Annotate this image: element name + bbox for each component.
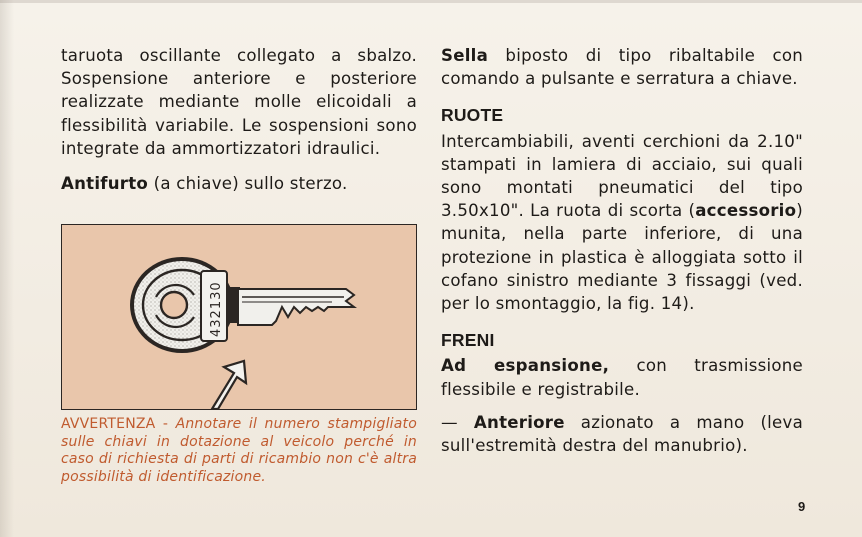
antifurto-paragraph xyxy=(61,172,417,195)
anteriore-text: azionato a mano (leva sull'estremità destra del manubrio). xyxy=(441,412,803,456)
sella-paragraph xyxy=(441,44,803,90)
anteriore-paragraph xyxy=(441,411,803,457)
ruote-text-2: ) munita, nella parte inferiore, di una protezione in plastica è alloggiata sotto il cofano sinistro mediante 3 fissaggi (ved. per lo smontaggio, la fig. 14). xyxy=(441,201,803,314)
arrow-icon xyxy=(212,361,246,409)
right-column xyxy=(441,44,803,457)
warning-text: Annotare il numero stampigliato sulle chiavi in dotazione al veicolo perché in caso di richiesta di parti di ricambio non c'è altra possibilità di identificazione. xyxy=(61,416,417,485)
ruote-paragraph xyxy=(441,130,803,316)
key-number-plate xyxy=(201,271,227,341)
freni-text: con trasmissione flessibile e registrabile. xyxy=(441,356,803,399)
ruote-text-1: Intercambiabili, aventi cerchioni da 2.10" stampati in lamiera di acciaio, sui quali sono montati pneumatici del tipo 3.50x10". La ruota di scorta ( xyxy=(441,131,803,221)
key-blade xyxy=(238,289,354,325)
antifurto-text: (a chiave) sullo sterzo. xyxy=(148,174,348,194)
warning-label: AVVERTENZA - xyxy=(61,416,176,432)
key-figure xyxy=(61,224,417,410)
freni-label: Ad espansione, xyxy=(441,356,610,376)
freni-paragraph xyxy=(441,354,803,400)
suspension-paragraph: taruota oscillante collegato a sbalzo. Sospensione anteriore e posteriore realizzate mediante molle elicoidali a flessibilità variabile. Le sospensioni sono integrate da ammortizzatori idraulici. xyxy=(61,46,417,158)
left-column xyxy=(61,44,417,195)
page-top-edge xyxy=(0,0,862,3)
page-binding-shadow xyxy=(0,0,14,537)
page-number: 9 xyxy=(798,499,806,514)
antifurto-label: Antifurto xyxy=(61,174,149,194)
sella-label: Sella xyxy=(441,46,489,65)
anteriore-label: Anteriore xyxy=(473,412,565,432)
sella-text: biposto di tipo ribaltabile con comando a pulsante e serratura a chiave. xyxy=(441,46,803,89)
anteriore-dash: — xyxy=(441,412,474,432)
warning-caption xyxy=(61,416,417,486)
ruote-heading: RUOTE xyxy=(441,105,504,126)
ruote-accessorio: accessorio xyxy=(695,201,797,221)
key-serial-number: 432130 xyxy=(209,281,224,337)
freni-heading: FRENI xyxy=(441,330,495,351)
key-illustration xyxy=(62,225,416,409)
